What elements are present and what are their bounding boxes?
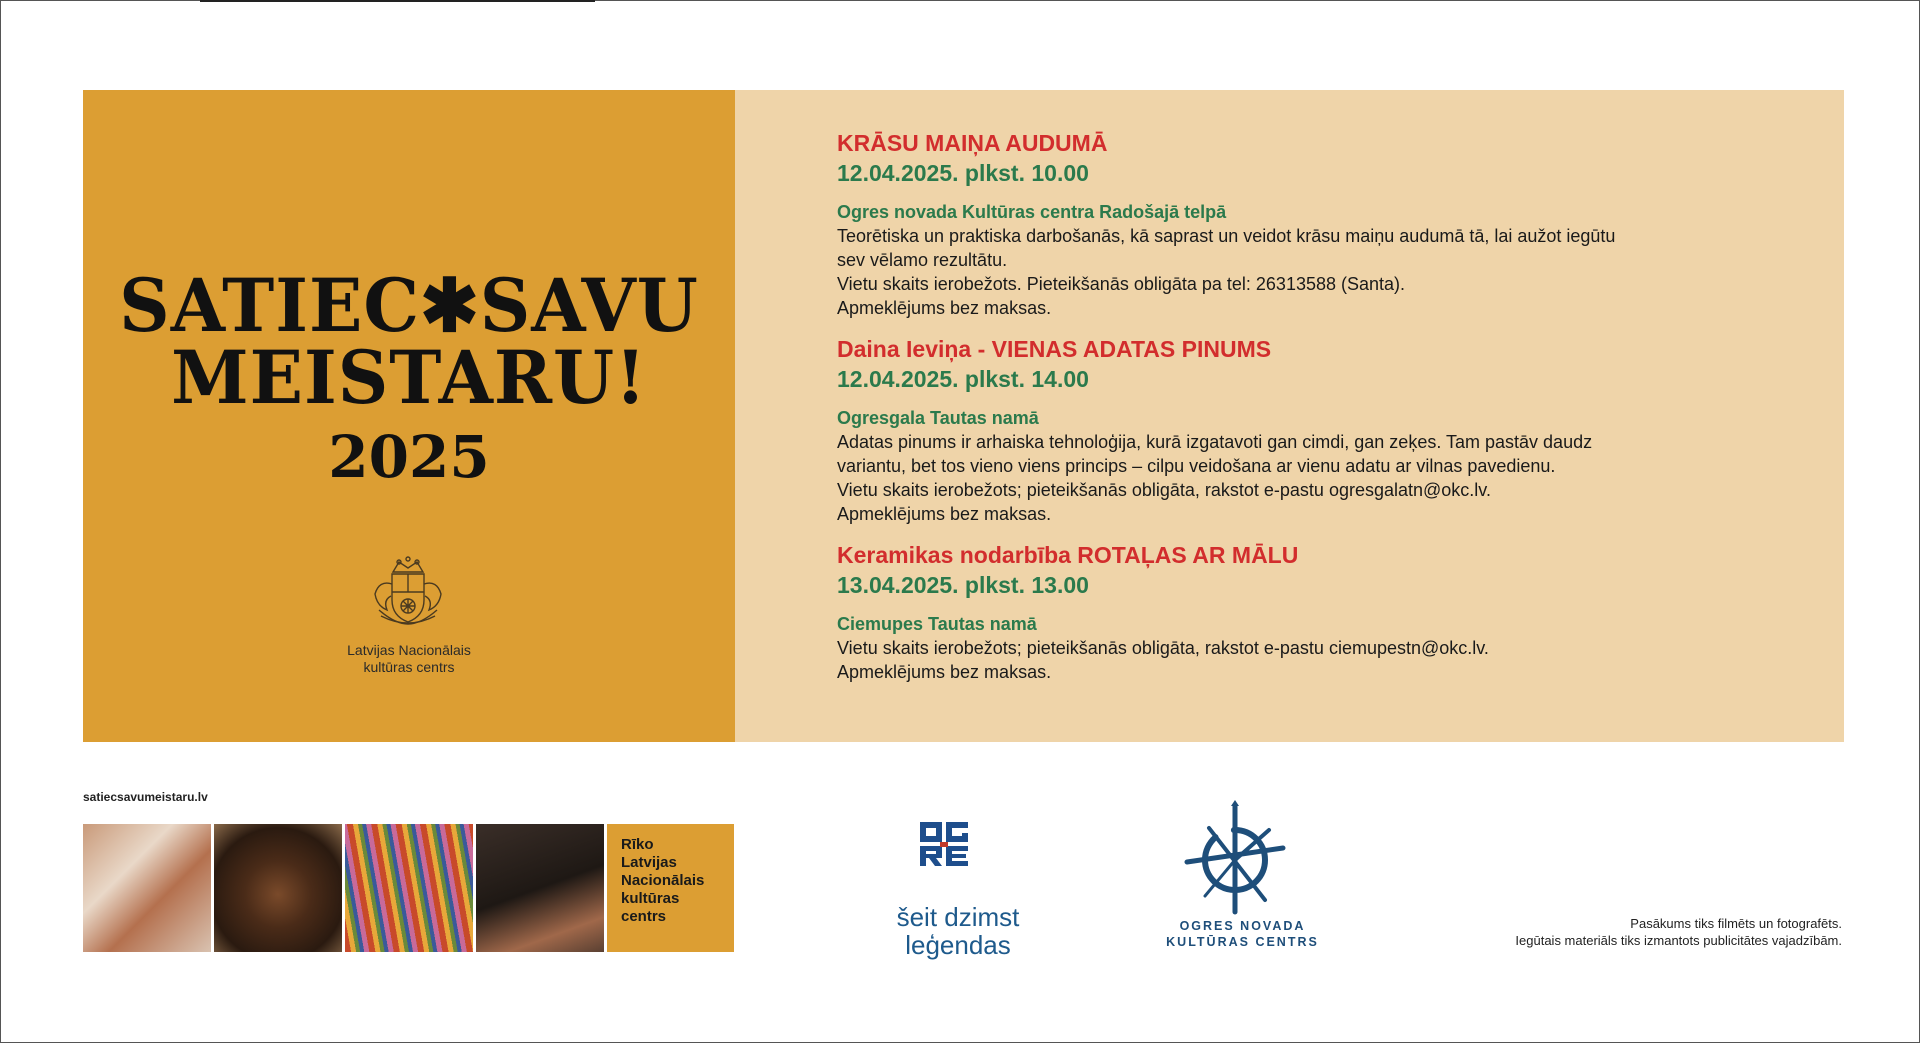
disclaimer-line-2: Iegūtais materiāls tiks izmantots publicitātes vajadzībām. xyxy=(1515,933,1842,948)
event-description-line: sev vēlamo rezultātu. xyxy=(837,250,1008,270)
event-description-line: Adatas pinums ir arhaiska tehnoloģija, kurā izgatavoti gan cimdi, gan zeķes. Tam pastāv daudz xyxy=(837,432,1593,452)
event-fee-line: Apmeklējums bez maksas. xyxy=(837,298,1052,318)
event-registration-line: Vietu skaits ierobežots; pieteikšanās obligāta, rakstot e-pastu ciemupestn@okc.lv. xyxy=(837,638,1489,658)
event-item xyxy=(837,540,1797,684)
event-date: 13.04.2025. plkst. 13.00 xyxy=(837,572,1089,598)
banner-events-panel xyxy=(735,90,1844,742)
event-title: KRĀSU MAIŅA AUDUMĀ xyxy=(837,130,1108,156)
lnkc-caption xyxy=(83,642,735,676)
title-year: 2025 xyxy=(328,423,490,491)
event-fee-line: Apmeklējums bez maksas. xyxy=(837,504,1052,524)
okc-compass-logo-icon xyxy=(1165,800,1305,920)
media-disclaimer xyxy=(1440,915,1842,949)
event-fee-line: Apmeklējums bez maksas. xyxy=(837,662,1052,682)
disclaimer-line-1: Pasākums tiks filmēts un fotografēts. xyxy=(1630,916,1842,931)
lnkc-caption-line-1: Latvijas Nacionālais xyxy=(347,642,471,658)
latvia-coat-of-arms-icon xyxy=(365,550,451,636)
woven-textile-photo xyxy=(345,824,473,952)
organiser-line: Latvijas xyxy=(621,854,677,871)
okc-caption-line-2: KULTŪRAS CENTRS xyxy=(1166,935,1319,949)
event-list xyxy=(837,128,1797,698)
organiser-box xyxy=(607,824,734,952)
event-place: Ogres novada Kultūras centra Radošajā telpā xyxy=(837,202,1227,222)
banner-title-panel xyxy=(83,90,735,742)
event-registration-line: Vietu skaits ierobežots. Pieteikšanās obligāta pa tel: 26313588 (Santa). xyxy=(837,274,1406,294)
event-description-line: Teorētiska un praktiska darbošanās, kā saprast un veidot krāsu maiņu audumā tā, lai aužot iegūtu xyxy=(837,226,1616,246)
event-place: Ciemupes Tautas namā xyxy=(837,614,1037,634)
organiser-line: Nacionālais xyxy=(621,872,705,889)
okc-caption xyxy=(1160,918,1325,950)
event-registration-line: Vietu skaits ierobežots; pieteikšanās obligāta, rakstot e-pastu ogresgalatn@okc.lv. xyxy=(837,480,1491,500)
embroidery-photo xyxy=(83,824,211,952)
event-title xyxy=(83,261,735,492)
okc-caption-line-1: OGRES NOVADA xyxy=(1179,919,1306,933)
top-divider xyxy=(200,0,595,2)
ogre-tagline xyxy=(868,903,1048,959)
spinning-wheel-photo xyxy=(214,824,342,952)
event-title: Keramikas nodarbība ROTAĻAS AR MĀLU xyxy=(837,542,1299,568)
event-place: Ogresgala Tautas namā xyxy=(837,408,1039,428)
event-date: 12.04.2025. plkst. 10.00 xyxy=(837,160,1089,186)
lnkc-caption-line-2: kultūras centrs xyxy=(363,659,455,675)
event-date: 12.04.2025. plkst. 14.00 xyxy=(837,366,1089,392)
organiser-line: kultūras xyxy=(621,890,680,907)
event-title: Daina Ieviņa - VIENAS ADATAS PINUMS xyxy=(837,336,1272,362)
organiser-line: centrs xyxy=(621,908,667,925)
title-line-2: MEISTARU! xyxy=(171,333,647,422)
ogre-tagline-line-2: leģendas xyxy=(905,930,1011,960)
event-item xyxy=(837,128,1797,320)
event-description-line: variantu, bet tos vieno viens princips – cilpu veidošana ar vienu adatu ar vilnas pavedienu. xyxy=(837,456,1556,476)
event-item xyxy=(837,334,1797,526)
title-line-1: SATIEC✱SAVU xyxy=(119,261,699,350)
organiser-line: Rīko xyxy=(621,836,654,853)
website-link[interactable]: satiecsavumeistaru.lv xyxy=(83,790,208,804)
blacksmith-photo xyxy=(476,824,604,952)
ogre-tagline-line-1: šeit dzimst xyxy=(896,902,1020,932)
